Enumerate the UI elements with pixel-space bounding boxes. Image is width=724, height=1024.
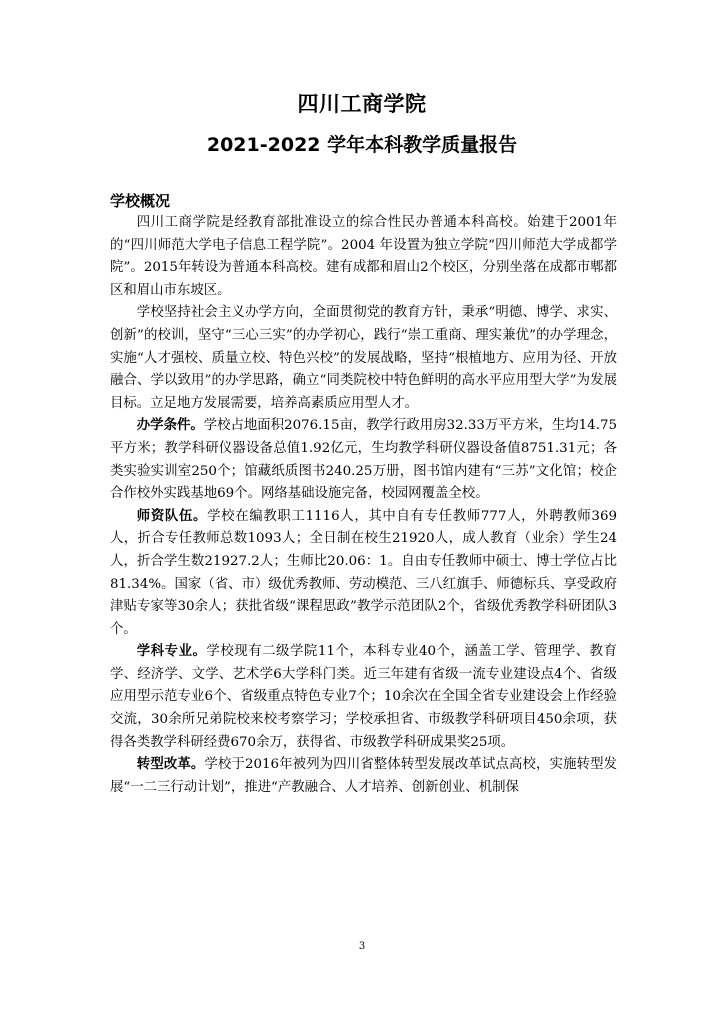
body-text — [110, 212, 617, 799]
paragraph — [110, 212, 617, 302]
paragraph — [110, 302, 617, 415]
paragraph-lead: 办学条件。 — [136, 418, 204, 434]
paragraph-lead: 学科专业。 — [136, 644, 207, 660]
paragraph-text: 四川工商学院是经教育部批准设立的综合性民办普通本科高校。始建于2001年的“四川师范大学电子信息工程学院”。2004 年设置为独立学院“四川师范大学成都学院”。2015年转设为普通本科高校。建有成都和眉山2个校区，分别坐落在成都市郫都区和眉山市东坡区。 — [110, 215, 617, 298]
paragraph — [110, 641, 617, 754]
page-number: 3 — [358, 941, 366, 952]
paragraph-text: 学校坚持社会主义办学方向，全面贯彻党的教育方针，秉承“明德、博学、求实、创新”的校训，坚守“三心三实”的办学初心，践行“崇工重商、理实兼优”的办学理念，实施“人才强校、质量立校、特色兴校”的发展战略，坚持“根植地方、应用为径、开放融合、学以致用”的办学思路，确立“同类院校中特色鲜明的高水平应用型大学”为发展目标。立足地方发展需要，培养高素质应用型人才。 — [110, 305, 617, 411]
paragraph-text: 学校占地面积2076.15亩，教学行政用房32.33万平方米，生均14.75平方米；教学科研仪器设备总值1.92亿元，生均教学科研仪器设备值8751.31元；各类实验实训室250个；馆藏纸质图书240.25万册，图书馆内建有“三苏”文化馆；校企合作校外实践基地69个。网络基础设施完备，校园网覆盖全校。 — [110, 418, 617, 502]
document-subtitle: 2021-2022 学年本科教学质量报告 — [206, 134, 518, 156]
paragraph-text: 学校在编教职工1116人，其中自有专任教师777人，外聘教师369人，折合专任教师总数1093人；全日制在校生21920人，成人教育（业余）学生24人，折合学生数21927.2人；生师比20.06：1。自由专任教师中硕士、博士学位占比81.34%。国家（省、市）级优秀教师、劳动模范、三八红旗手、师德标兵、享受政府津贴专家等30余人；获批省级“课程思政”教学示范团队2个，省级优秀教学科研团队3个。 — [110, 508, 617, 637]
paragraph — [110, 754, 617, 799]
paragraph-lead: 师资队伍。 — [136, 508, 208, 524]
section-heading: 学校概况 — [110, 192, 171, 210]
paragraph — [110, 415, 617, 505]
document-title: 四川工商学院 — [297, 92, 427, 116]
paragraph-text: 学校现有二级学院11个，本科专业40个，涵盖工学、管理学、教育学、经济学、文学、艺术学6大学科门类。近三年建有省级一流专业建设点4个、省级应用型示范专业6个、省级重点特色专业7个；10余次在全国全省专业建设会上作经验交流，30余所兄弟院校来校考察学习；学校承担省、市级教学科研项目450余项，获得各类教学科研经费670余万，获得省、市级教学科研成果奖25项。 — [110, 644, 617, 750]
paragraph — [110, 506, 617, 642]
paragraph-lead: 转型改革。 — [136, 757, 205, 773]
paragraph-text: 学校于2016年被列为四川省整体转型发展改革试点高校，实施转型发展“一二三行动计划”，推进“产教融合、人才培养、创新创业、机制保 — [110, 757, 618, 795]
